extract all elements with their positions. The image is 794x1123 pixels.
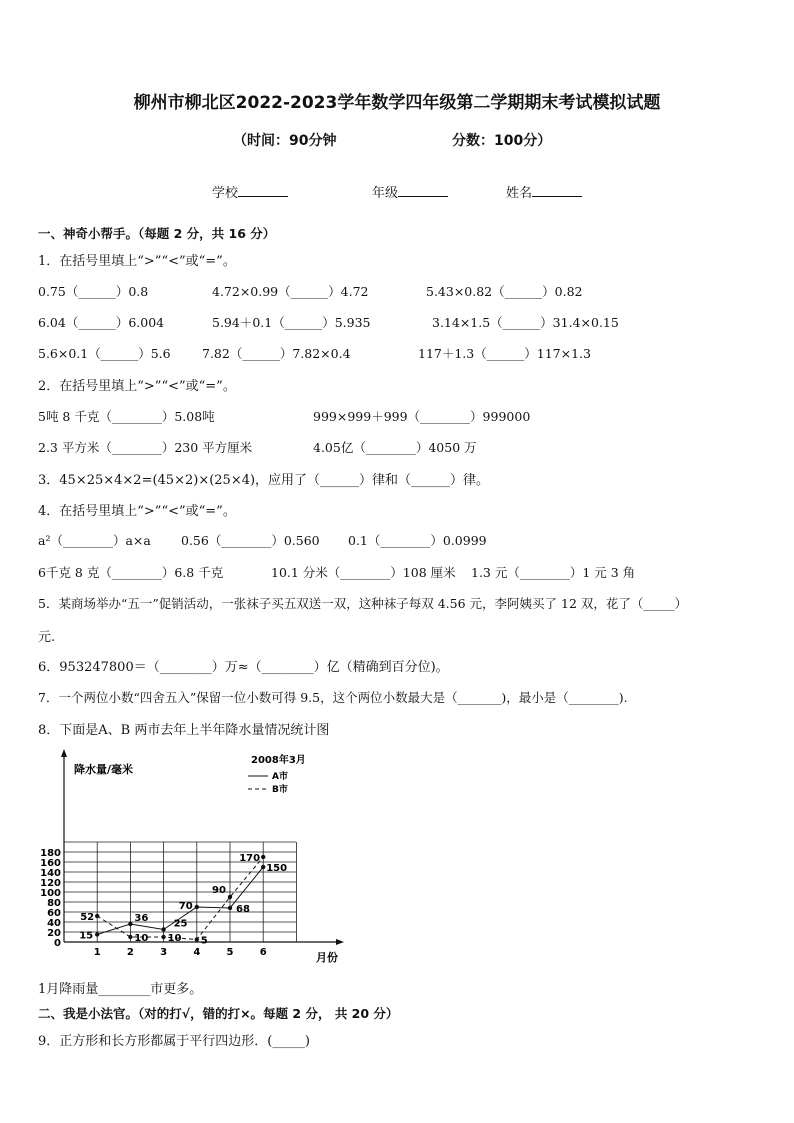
data-label: 5 [200,935,208,947]
page-title: 柳州市柳北区2022-2023学年数学四年级第二学期期末考试模拟试题 [133,93,661,113]
q2-cell[interactable]: 999×999＋999（________）999000 [313,409,531,424]
q8-answer: 1月降雨量________市更多。 [38,982,203,997]
q4-cell[interactable]: a²（________）a×a [38,533,151,548]
data-label: 25 [173,918,188,930]
data-point [95,932,99,936]
q1-cell[interactable]: 5.6×0.1（______）5.6 [38,346,171,361]
q2-cell[interactable]: 4.05亿（________）4050 万 [313,440,477,455]
q1-text: 1．在括号里填上“>”“<”或“=”。 [38,254,236,269]
data-label: 15 [79,930,94,942]
school-label: 学校 [212,186,239,201]
y-tick-label: 140 [40,868,61,879]
data-label: 10 [167,933,182,944]
q1-cell[interactable]: 4.72×0.99（______）4.72 [212,284,369,299]
data-point [128,935,132,939]
school-field[interactable] [212,182,288,201]
y-tick-label: 100 [40,888,61,899]
data-point [228,895,232,899]
data-point [261,865,265,869]
y-tick-label: 60 [47,908,61,919]
data-point [195,905,199,909]
q4-text: 4．在括号里填上“>”“<”或“=”。 [38,504,236,519]
y-tick-label: 0 [54,938,61,949]
q2-text: 2．在括号里填上“>”“<”或“=”。 [38,379,236,394]
x-tick-label: 1 [93,947,101,958]
y-tick-label: 180 [40,848,61,859]
q4-cell[interactable]: 0.1（________）0.0999 [348,533,487,548]
q2-cell[interactable]: 5吨 8 千克（________）5.08吨 [38,409,215,424]
y-tick-label: 120 [40,878,61,889]
section1-title: 一、神奇小帮手。（每题 2 分，共 16 分） [38,226,276,241]
school-blank[interactable] [238,184,288,197]
x-tick-label: 3 [160,947,168,958]
data-label: 70 [178,901,193,912]
q8-text: 8．下面是A、B 两市去年上半年降水量情况统计图 [38,723,330,738]
data-point [161,927,165,931]
data-point [161,935,165,939]
q1-cell[interactable]: 0.75（______）0.8 [38,284,149,299]
q1-cell[interactable]: 6.04（______）6.004 [38,315,165,330]
precipitation-line-chart [38,745,358,970]
name-blank[interactable] [532,184,582,197]
q4-cell[interactable]: 0.56（________）0.560 [181,533,320,548]
data-point [95,914,99,918]
x-tick-label: 6 [259,947,267,958]
data-point [261,855,265,859]
x-tick-label: 5 [226,947,234,958]
q2-cell[interactable]: 2.3 平方米（________）230 平方厘米 [38,440,253,455]
legend-label-b: B市 [272,785,288,795]
grade-label: 年级 [372,186,399,201]
grade-blank[interactable] [398,184,448,197]
x-axis-label: 月份 [316,951,338,964]
name-label: 姓名 [506,186,533,201]
q5-text-cont: 元. [38,630,56,645]
q4-cell[interactable]: 10.1 分米（________）108 厘米 [271,565,456,580]
x-tick-label: 4 [193,947,201,958]
q1-cell[interactable]: 3.14×1.5（______）31.4×0.15 [432,315,619,330]
legend-label-a: A市 [272,772,288,782]
q9-text: 9．正方形和长方形都属于平行四边形．(_____) [38,1034,310,1049]
x-tick-label: 2 [126,947,134,958]
q1-cell[interactable]: 5.94＋0.1（______）5.935 [212,315,371,330]
data-point [128,922,132,926]
q3-text: 3．45×25×4×2=(45×2)×(25×4)，应用了（______）律和（______）律。 [38,473,490,488]
y-tick-label: 160 [40,858,61,869]
y-tick-label: 40 [47,918,61,929]
data-label: 90 [212,885,226,896]
q1-cell[interactable]: 5.43×0.82（______）0.82 [426,284,583,299]
exam-time: （时间：90分钟 [233,133,337,149]
exam-score: 分数：100分） [452,133,552,149]
data-label: 36 [134,913,149,924]
data-label: 68 [236,904,250,915]
q5-text: 5．某商场举办“五一”促销活动，一张袜子买五双送一双，这种袜子每双 4.56 元，李阿姨买了 12 双，花了（_____） [38,596,688,611]
section2-title: 二、我是小法官。（对的打√，错的打×。每题 2 分， 共 20 分） [38,1006,399,1021]
q4-cell[interactable]: 6千克 8 克（________）6.8 千克 [38,565,224,580]
grade-field[interactable] [372,182,448,201]
q1-cell[interactable]: 117＋1.3（______）117×1.3 [418,346,591,361]
x-axis-arrow [336,939,344,945]
data-point [195,937,199,941]
y-axis-arrow [61,749,67,757]
data-label: 52 [80,912,95,923]
y-tick-label: 20 [47,928,61,939]
q6-text: 6．953247800＝（________）万≈（________）亿（精确到百分位)。 [38,660,449,675]
y-tick-label: 80 [47,898,61,909]
q1-cell[interactable]: 7.82（______）7.82×0.4 [202,346,351,361]
chart-title: 2008年3月 [251,755,306,766]
data-label: 170 [239,853,261,864]
y-axis-label: 降水量/毫米 [74,763,134,776]
data-label: 150 [266,863,288,874]
name-field[interactable] [506,182,582,201]
data-point [228,906,232,910]
data-label: 10 [134,933,149,944]
q4-cell[interactable]: 1.3 元（________）1 元 3 角 [471,565,636,580]
q7-text: 7．一个两位小数“四舍五入”保留一位小数可得 9.5，这个两位小数最大是（_______)，最小是（________). [38,690,628,705]
